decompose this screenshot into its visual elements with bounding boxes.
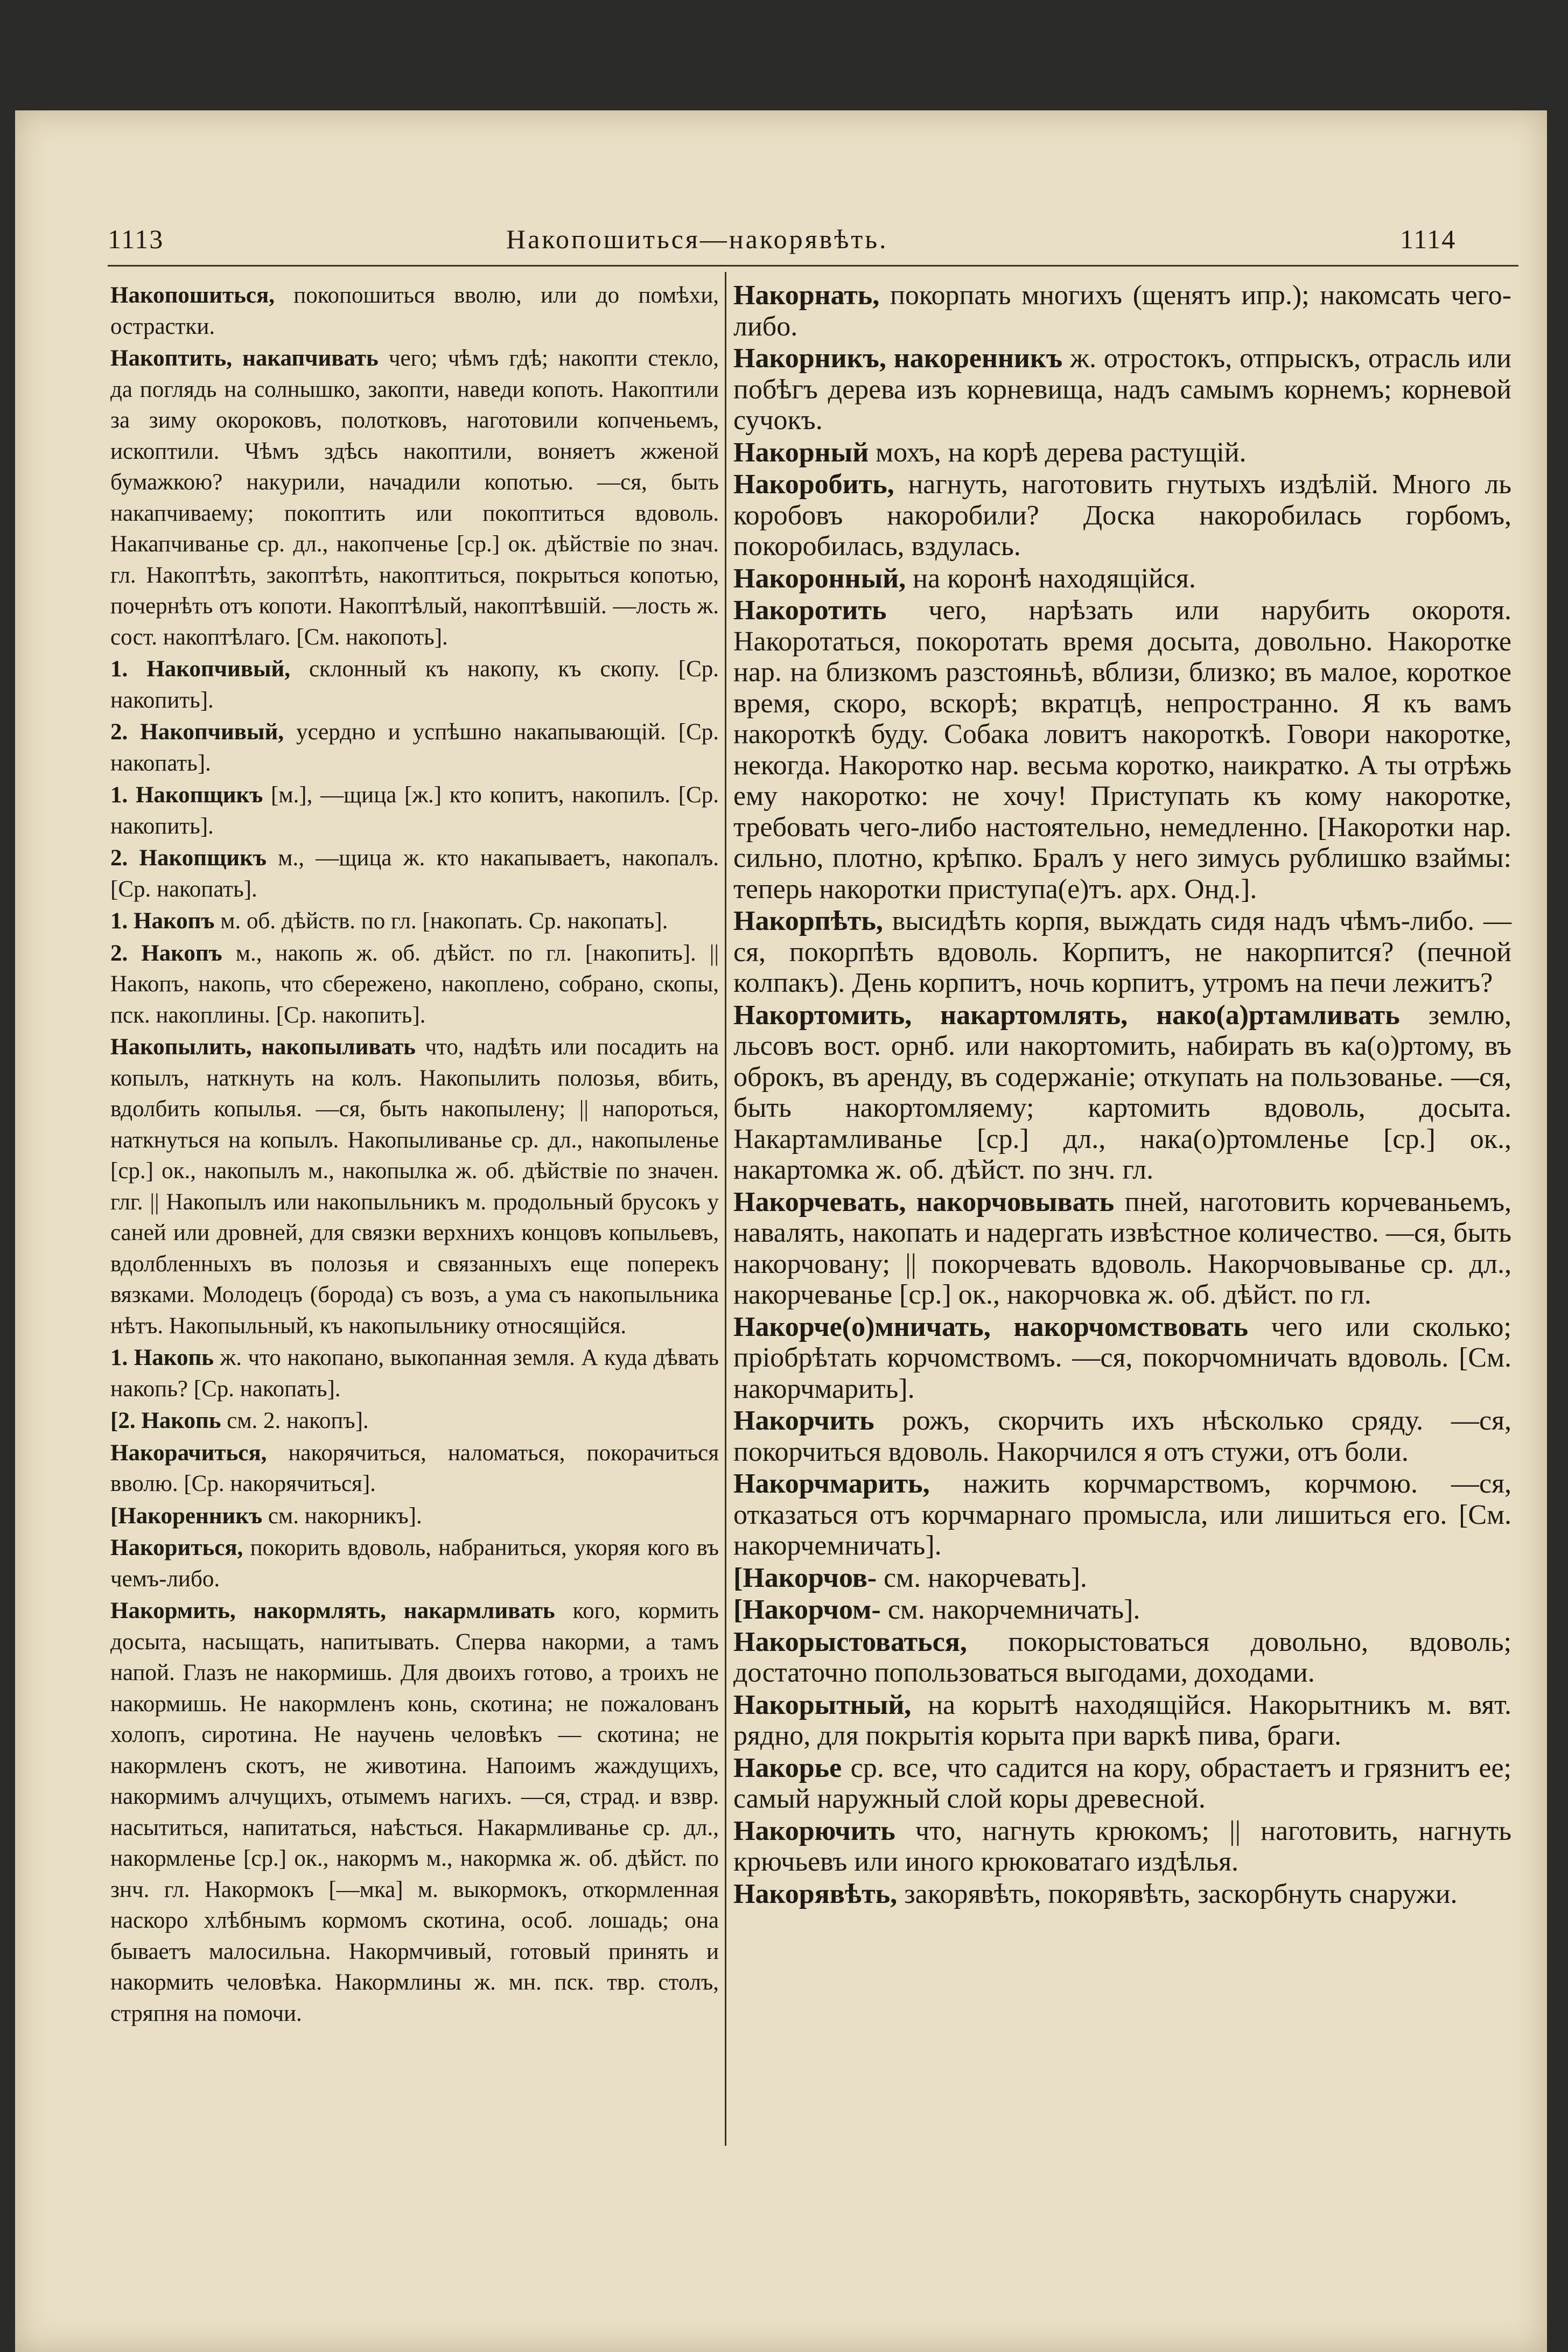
- dictionary-entry: [110, 938, 719, 1031]
- entry-headword: 1. Накопъ: [110, 908, 215, 934]
- entry-headword: Накорючить: [733, 1815, 895, 1846]
- dictionary-entry: [733, 1816, 1511, 1878]
- entry-definition: покорпать многихъ (щенятъ ипр.); накомсать чего-либо.: [733, 280, 1511, 342]
- entry-definition: ср. все, что садится на кору, обрастаетъ и грязнитъ ее; самый наружный слой коры древесной.: [733, 1752, 1511, 1814]
- entry-headword: Накорчевать, накорчовывать: [733, 1186, 1115, 1217]
- dictionary-entry: [733, 1627, 1511, 1689]
- entry-definition: на корытѣ находящійся. Накорытникъ м. вят. рядно, для покрытія корыта при варкѣ пива, браги.: [733, 1689, 1511, 1751]
- entry-headword: Накоронный,: [733, 563, 906, 594]
- entry-definition: м. об. дѣйств. по гл. [накопать. Ср. накопать].: [214, 908, 668, 934]
- entry-headword: Накопошиться,: [110, 283, 275, 308]
- dictionary-entry: [733, 1312, 1511, 1405]
- entry-definition: см. накорчемничать].: [880, 1594, 1140, 1625]
- dictionary-entry: [733, 280, 1511, 342]
- dictionary-entry: [110, 843, 719, 905]
- entry-definition: на коронѣ находящійся.: [906, 563, 1196, 594]
- entry-definition: ж. отростокъ, отпрыскъ, отрасль или побѣгъ дерева изъ корневища, надъ самымъ корнемъ; корневой сучокъ.: [733, 343, 1511, 436]
- entry-headword: [Накорчом-: [733, 1594, 881, 1625]
- entry-definition: чего или сколько; пріобрѣтать корчомствомъ. —ся, покорчомничать вдоволь. [См. накорчмарить].: [733, 1311, 1512, 1404]
- dictionary-entry: [110, 1595, 719, 2029]
- entry-headword: 2. Накопъ: [110, 940, 222, 966]
- entry-definition: чего; чѣмъ гдѣ; накопти стекло, да поглядь на солнышко, закопти, наведи копоть. Накоптили за зиму окороковъ, полотковъ, наготовили копченьемъ, ископтили. Чѣмъ здѣсь накоптили, воняетъ жженой бумажкою? накурили, начадили копотью. —ся, быть накапчиваему; покоптить или покоптиться вдоволь. Накапчиванье ср. дл., накопченье [ср.] ок. дѣйствіе по знач. гл. Накоптѣть, закоптѣть, накоптиться, покрыться копотью, почернѣть отъ копоти. Накоптѣлый, накоптѣвшій. —лость ж. сост. накоптѣлаго. [См. накопоть].: [110, 346, 719, 650]
- entry-definition: покорить вдоволь, набраниться, укоряя кого въ чемъ-либо.: [110, 1535, 719, 1592]
- entry-headword: 2. Накопщикъ: [110, 845, 267, 871]
- dictionary-entry: [733, 906, 1511, 999]
- entry-headword: Накорытный,: [733, 1689, 912, 1720]
- entry-headword: Накорье: [733, 1752, 842, 1783]
- right-page-number: 1114: [1400, 224, 1457, 254]
- left-column: [110, 280, 719, 2030]
- entry-headword: Накорпѣть,: [733, 906, 883, 936]
- entry-definition: см. 2. накопъ].: [221, 1408, 369, 1433]
- entry-definition: см. накорникъ].: [262, 1503, 422, 1529]
- entry-definition: покопошиться вволю, или до помѣхи, острастки.: [110, 283, 719, 339]
- header-rule: [108, 265, 1518, 267]
- entry-definition: мохъ, на корѣ дерева растущій.: [869, 437, 1247, 468]
- entry-headword: 2. Накопчивый,: [110, 719, 284, 745]
- entry-definition: накорячиться, наломаться, покорачиться вволю. [Ср. накорячиться].: [110, 1440, 719, 1496]
- dictionary-entry: [110, 717, 719, 779]
- entry-definition: пней, наготовить корчеваньемъ, навалять, накопать и надергать извѣстное количество. —ся, быть накорчовану; || покорчевать вдоволь. Накорчовыванье ср. дл., накорчеванье [ср.] ок., накорчовка ж. об. дѣйст. по гл.: [733, 1186, 1511, 1310]
- dictionary-entry: [110, 1501, 719, 1532]
- entry-headword: Накорчить: [733, 1405, 874, 1436]
- entry-definition: что, нагнуть крюкомъ; || наготовить, нагнуть крючьевъ или иного крюковатаго издѣлья.: [733, 1815, 1511, 1877]
- dictionary-entry: [733, 1594, 1511, 1626]
- left-page-number: 1113: [108, 224, 164, 254]
- dictionary-entry: [733, 1690, 1511, 1752]
- dictionary-entry: [733, 1187, 1511, 1311]
- entry-headword: Накорный: [733, 437, 869, 468]
- entry-definition: землю, льсовъ вост. орнб. или накортомить, набирать въ ка(о)ртому, въ оброкъ, въ аренду, въ содержаніе; откупать на пользованье. —ся, быть накортомляему; картомить вдоволь, досыта. Накартамливанье [ср.] дл., нака(о)ртомленье [ср.] ок., накартомка ж. об. дѣйст. по знч. гл.: [733, 999, 1511, 1185]
- entry-headword: Накорыстоваться,: [733, 1626, 967, 1657]
- entry-headword: Накориться,: [110, 1535, 243, 1560]
- entry-definition: рожъ, скорчить ихъ нѣсколько сряду. —ся, покорчиться вдоволь. Накорчился я отъ стужи, отъ боли.: [733, 1405, 1511, 1467]
- entry-headword: Накорникъ, накоренникъ: [733, 343, 1063, 374]
- dictionary-entry: [733, 437, 1511, 468]
- entry-definition: закорявѣть, покорявѣть, заскорбнуть снаружи.: [897, 1878, 1458, 1909]
- entry-headword: [2. Накопь: [110, 1408, 221, 1433]
- entry-headword: [Накорчов-: [733, 1562, 877, 1593]
- entry-headword: Накортомить, накартомлять, нако(а)ртамливать: [733, 999, 1400, 1031]
- entry-definition: что, надѣть или посадить на копылъ, наткнуть на колъ. Накопылить полозья, вбить, вдолбить копылья. —ся, быть накопылену; || напороться, наткнуться на копылъ. Накопыливанье ср. дл., накопыленье [ср.] ок., накопылъ м., накопылка ж. об. дѣйствіе по значен. глг. || Накопылъ или накопыльникъ м. продольный брусокъ у саней или дровней, для связки верхнихъ концовъ копыльевъ, вдолбленныхъ въ полозья и связанныхъ еще поперекъ вязками. Молодецъ (борода) съ возъ, а ума съ накопыльника нѣтъ. Накопыльный, къ накопыльнику относящійся.: [110, 1034, 719, 1339]
- entry-definition: усердно и успѣшно накапывающій. [Ср. накопать].: [110, 719, 719, 776]
- dictionary-entry: [110, 1405, 719, 1437]
- entry-definition: склонный къ накопу, къ скопу. [Ср. накопить].: [110, 656, 719, 713]
- dictionary-entry: [110, 906, 719, 937]
- entry-headword: 1. Накопчивый,: [110, 656, 291, 682]
- dictionary-entry: [110, 780, 719, 842]
- entry-headword: Накоротить: [733, 595, 887, 626]
- entry-definition: м., —щица ж. кто накапываетъ, накопалъ. [Ср. накопать].: [110, 845, 719, 902]
- entry-definition: покорыстоваться довольно, вдоволь; достаточно попользоваться выгодами, доходами.: [733, 1626, 1511, 1688]
- column-divider: [725, 272, 726, 2146]
- entry-definition: нагнуть, наготовить гнутыхъ издѣлій. Много ль коробовъ накоробили? Доска накоробилась горбомъ, покоробилась, вздулась.: [733, 469, 1511, 562]
- entry-headword: Накорявѣть,: [733, 1878, 898, 1909]
- dictionary-entry: [110, 1532, 719, 1594]
- dictionary-entry: [733, 1753, 1511, 1815]
- dictionary-entry: [733, 469, 1511, 562]
- entry-definition: [м.], —щица [ж.] кто копитъ, накопилъ. [Ср. накопить].: [110, 782, 719, 839]
- entry-headword: 1. Накопщикъ: [110, 782, 263, 808]
- entry-headword: Накорачиться,: [110, 1440, 267, 1466]
- dictionary-entry: [110, 1032, 719, 1341]
- entry-headword: Накорче(о)мничать, накорчомствовать: [733, 1311, 1248, 1342]
- entry-headword: Накоптить, накапчивать: [110, 346, 379, 371]
- entry-definition: нажить корчмарствомъ, корчмою. —ся, отказаться отъ корчмарнаго промысла, или лишиться его. [См. накорчемничать].: [733, 1468, 1511, 1561]
- entry-definition: м., накопь ж. об. дѣйст. по гл. [накопить]. || Накопъ, накопь, что сбережено, накоплено, собрано, скопы, пск. накоплины. [Ср. накопить].: [110, 940, 719, 1028]
- dictionary-entry: [733, 563, 1511, 594]
- dictionary-entry: [110, 654, 719, 716]
- running-head-title: Накопошиться—накорявѣть.: [506, 224, 888, 254]
- entry-definition: ж. что накопано, выкопанная земля. А куда дѣвать накопь? [Ср. накопать].: [110, 1345, 719, 1402]
- dictionary-entry: [733, 1000, 1511, 1186]
- entry-definition: кого, кормить досыта, насыщать, напитывать. Сперва накорми, а тамъ напой. Глазъ не накормишь. Для двоихъ готово, а троихъ не накормишь. Не накормленъ конь, скотина; не пожалованъ холопъ, сиротина. Не научень человѣкъ — скотина; не накормленъ скотъ, не животина. Напоимъ жаждущихъ, накормимъ алчущихъ, отымемъ нагихъ. —ся, страд. и взвр. насытиться, напитаться, наѣсться. Накармливанье ср. дл., накормленье [ср.] ок., накормъ м., накормка ж. об. дѣйст. по знч. гл. Накормокъ [—мка] м. выкормокъ, откормленная наскоро хлѣбнымъ кормомъ скотина, особ. лошадь; она бываетъ малосильна. Накормчивый, готовый принять и накормить человѣка. Накормлины ж. мн. пск. твр. столъ, стряпня на помочи.: [110, 1598, 719, 2026]
- entry-definition: см. накорчевать].: [877, 1562, 1087, 1593]
- entry-headword: Накорнать,: [733, 280, 880, 311]
- entry-headword: Накопылить, накопыливать: [110, 1034, 416, 1060]
- dictionary-entry: [733, 1468, 1511, 1562]
- right-column: [733, 280, 1511, 1910]
- dictionary-entry: [110, 1342, 719, 1404]
- dictionary-entry: [110, 280, 719, 342]
- dictionary-entry: [110, 343, 719, 653]
- entry-headword: [Накоренникъ: [110, 1503, 263, 1529]
- entry-headword: Накормить, накормлять, накармливать: [110, 1598, 555, 1623]
- dictionary-entry: [110, 1438, 719, 1500]
- entry-headword: Накорчмарить,: [733, 1468, 930, 1499]
- dictionary-entry: [733, 343, 1511, 436]
- dictionary-entry: [733, 1563, 1511, 1594]
- dictionary-entry: [733, 595, 1511, 905]
- dictionary-entry: [733, 1879, 1511, 1910]
- entry-headword: 1. Накопь: [110, 1345, 214, 1370]
- entry-definition: чего, нарѣзать или нарубить окоротя. Накоротаться, покоротать время досыта, довольно. Накоротке нар. на близкомъ разстояньѣ, вблизи, близко; въ малое, короткое время, скоро, вскорѣ; вкратцѣ, непространно. Я къ вамъ накороткѣ буду. Собака ловитъ накороткѣ. Говори накоротке, некогда. Накоротко нар. весьма коротко, наикратко. А ты отрѣжь ему накоротко: не хочу! Приступать къ кому накоротке, требовать чего-либо настоятельно, немедленно. [Накоротки нар. сильно, плотно, крѣпко. Бралъ у него зимусь рублишко взаймы: теперь накоротки приступа(е)тъ. арх. Онд.].: [733, 595, 1511, 905]
- entry-headword: Накоробить,: [733, 469, 894, 500]
- dictionary-entry: [733, 1405, 1511, 1467]
- entry-definition: высидѣть корпя, выждать сидя надъ чѣмъ-либо. —ся, покорпѣть вдоволь. Корпитъ, не накорпится? (печной колпакъ). День корпитъ, ночь корпитъ, утромъ на печи лежитъ?: [733, 906, 1511, 998]
